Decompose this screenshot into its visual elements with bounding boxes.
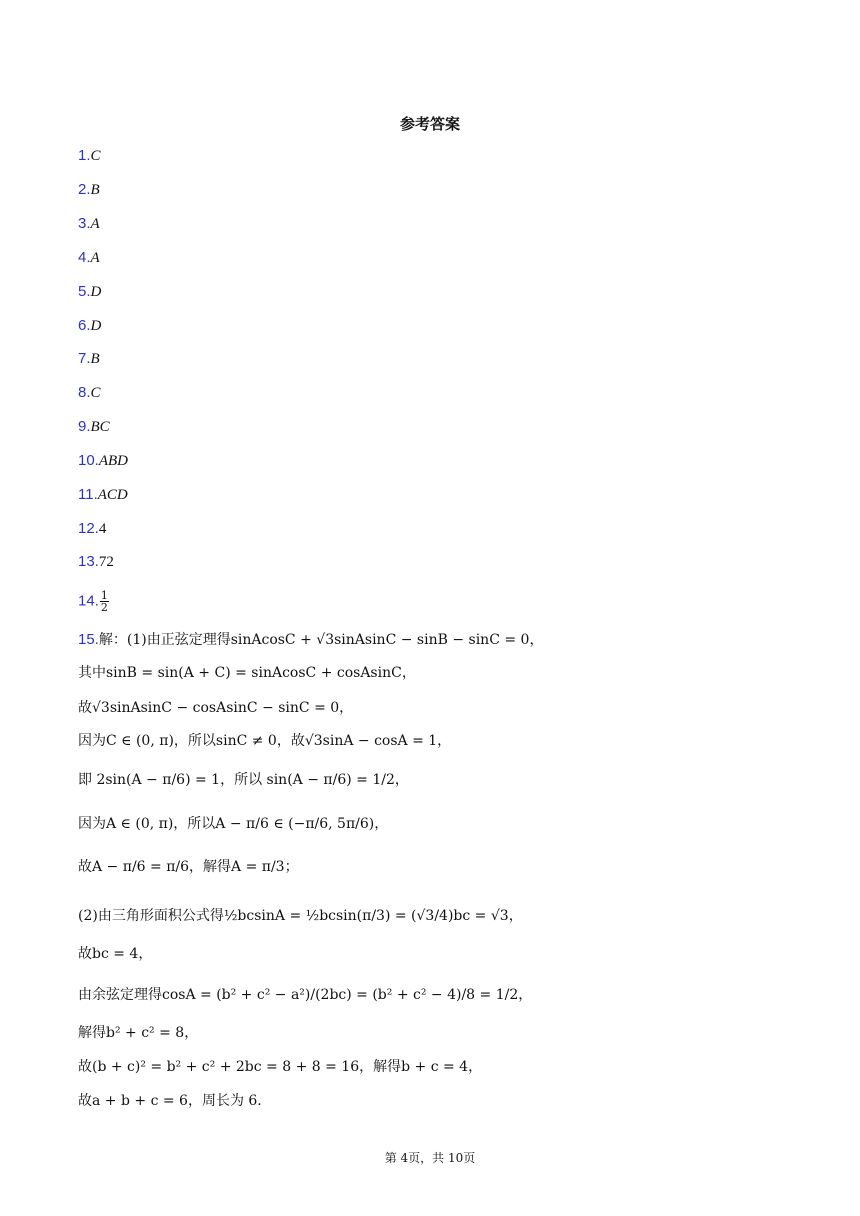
answer-number: 7. bbox=[78, 350, 91, 367]
answer-item bbox=[78, 384, 101, 402]
answer-item bbox=[78, 418, 110, 436]
page-footer: 第 4页，共 10页 bbox=[384, 1151, 476, 1165]
solution-line bbox=[78, 663, 416, 683]
solution-text: 因为A ∈ (0, π)，所以A − π/6 ∈ (−π/6, 5π/6)， bbox=[78, 816, 389, 832]
page-title: 参考答案 bbox=[399, 115, 460, 133]
answer-value: ABD bbox=[98, 453, 129, 469]
answer-number: 14. bbox=[78, 592, 99, 610]
solution-text: 故√3sinAsinC − cosAsinC − sinC = 0， bbox=[78, 700, 354, 716]
answer-value: B bbox=[90, 351, 100, 367]
answer-fraction: $\frac{1}{2}$ bbox=[100, 589, 108, 614]
solution-line bbox=[78, 906, 523, 926]
answer-number: 5. bbox=[78, 283, 91, 300]
solution-text: 故(b + c)² = b² + c² + 2bc = 8 + 8 = 16，解得b + c = 4， bbox=[78, 1059, 483, 1075]
solution-text: 解得b² + c² = 8， bbox=[78, 1025, 199, 1041]
solution-text: 由余弦定理得cosA = (b² + c² − a²)/(2bc) = (b² + c² − 4)/8 = 1/2， bbox=[78, 987, 533, 1003]
solution-text: 故A − π/6 = π/6，解得A = π/3； bbox=[78, 859, 299, 875]
answer-value: A bbox=[90, 216, 100, 232]
answer-item bbox=[78, 283, 101, 301]
answer-number: 2. bbox=[78, 181, 91, 198]
answer-value: D bbox=[90, 284, 102, 300]
answer-value: A bbox=[90, 250, 100, 266]
answer-number: 9. bbox=[78, 418, 91, 435]
solution-line bbox=[78, 857, 299, 877]
answer-number: 4. bbox=[78, 249, 91, 266]
answer-number: 6. bbox=[78, 317, 91, 334]
solution-text: 故a + b + c = 6，周长为 6. bbox=[78, 1093, 262, 1109]
answer-item bbox=[78, 486, 128, 504]
solution-text: 解：(1)由正弦定理得sinAcosC + √3sinAsinC − sinB − sinC = 0， bbox=[98, 632, 544, 648]
solution-line bbox=[78, 630, 543, 650]
solution-text: 因为C ∈ (0, π)，所以sinC ≠ 0，故√3sinA − cosA = 1， bbox=[78, 733, 452, 749]
solution-line bbox=[78, 1091, 262, 1111]
answer-item bbox=[78, 350, 100, 368]
solution-line bbox=[78, 814, 388, 834]
answer-item bbox=[78, 520, 106, 538]
answer-value: D bbox=[90, 318, 102, 334]
answer-value: C bbox=[90, 148, 101, 164]
answer-item bbox=[78, 553, 114, 571]
answer-number: 8. bbox=[78, 384, 91, 401]
answer-number: 12. bbox=[78, 520, 99, 537]
answer-value: BC bbox=[90, 419, 110, 435]
solution-line bbox=[78, 770, 409, 790]
answer-number: 13. bbox=[78, 553, 99, 570]
answer-number: 1. bbox=[78, 147, 91, 164]
question-number: 15. bbox=[78, 631, 99, 648]
answer-item bbox=[78, 317, 101, 335]
answer-number: 10. bbox=[78, 452, 99, 469]
solution-line bbox=[78, 985, 532, 1005]
answer-value: 4 bbox=[98, 521, 107, 537]
answer-item bbox=[78, 215, 100, 233]
answer-value: C bbox=[90, 385, 101, 401]
solution-text: 故bc = 4， bbox=[78, 946, 153, 962]
solution-line bbox=[78, 1057, 482, 1077]
answer-number: 11. bbox=[78, 486, 98, 503]
solution-text: 即 2sin(A − π/6) = 1，所以 sin(A − π/6) = 1/2， bbox=[78, 772, 409, 788]
answer-item bbox=[78, 590, 110, 613]
answer-value: B bbox=[90, 182, 100, 198]
answer-item bbox=[78, 147, 101, 165]
answer-item bbox=[78, 181, 100, 199]
answer-value: ACD bbox=[97, 487, 128, 503]
solution-text: 其中sinB = sin(A + C) = sinAcosC + cosAsinC， bbox=[78, 665, 416, 681]
answer-item bbox=[78, 249, 100, 267]
solution-line bbox=[78, 944, 152, 964]
answer-value: 72 bbox=[98, 554, 114, 570]
solution-text: (2)由三角形面积公式得½bcsinA = ½bcsin(π/3) = (√3/4)bc = √3， bbox=[78, 908, 523, 924]
answer-number: 3. bbox=[78, 215, 91, 232]
solution-line bbox=[78, 1023, 198, 1043]
solution-line bbox=[78, 698, 353, 718]
answer-item bbox=[78, 452, 128, 470]
solution-line bbox=[78, 731, 451, 751]
